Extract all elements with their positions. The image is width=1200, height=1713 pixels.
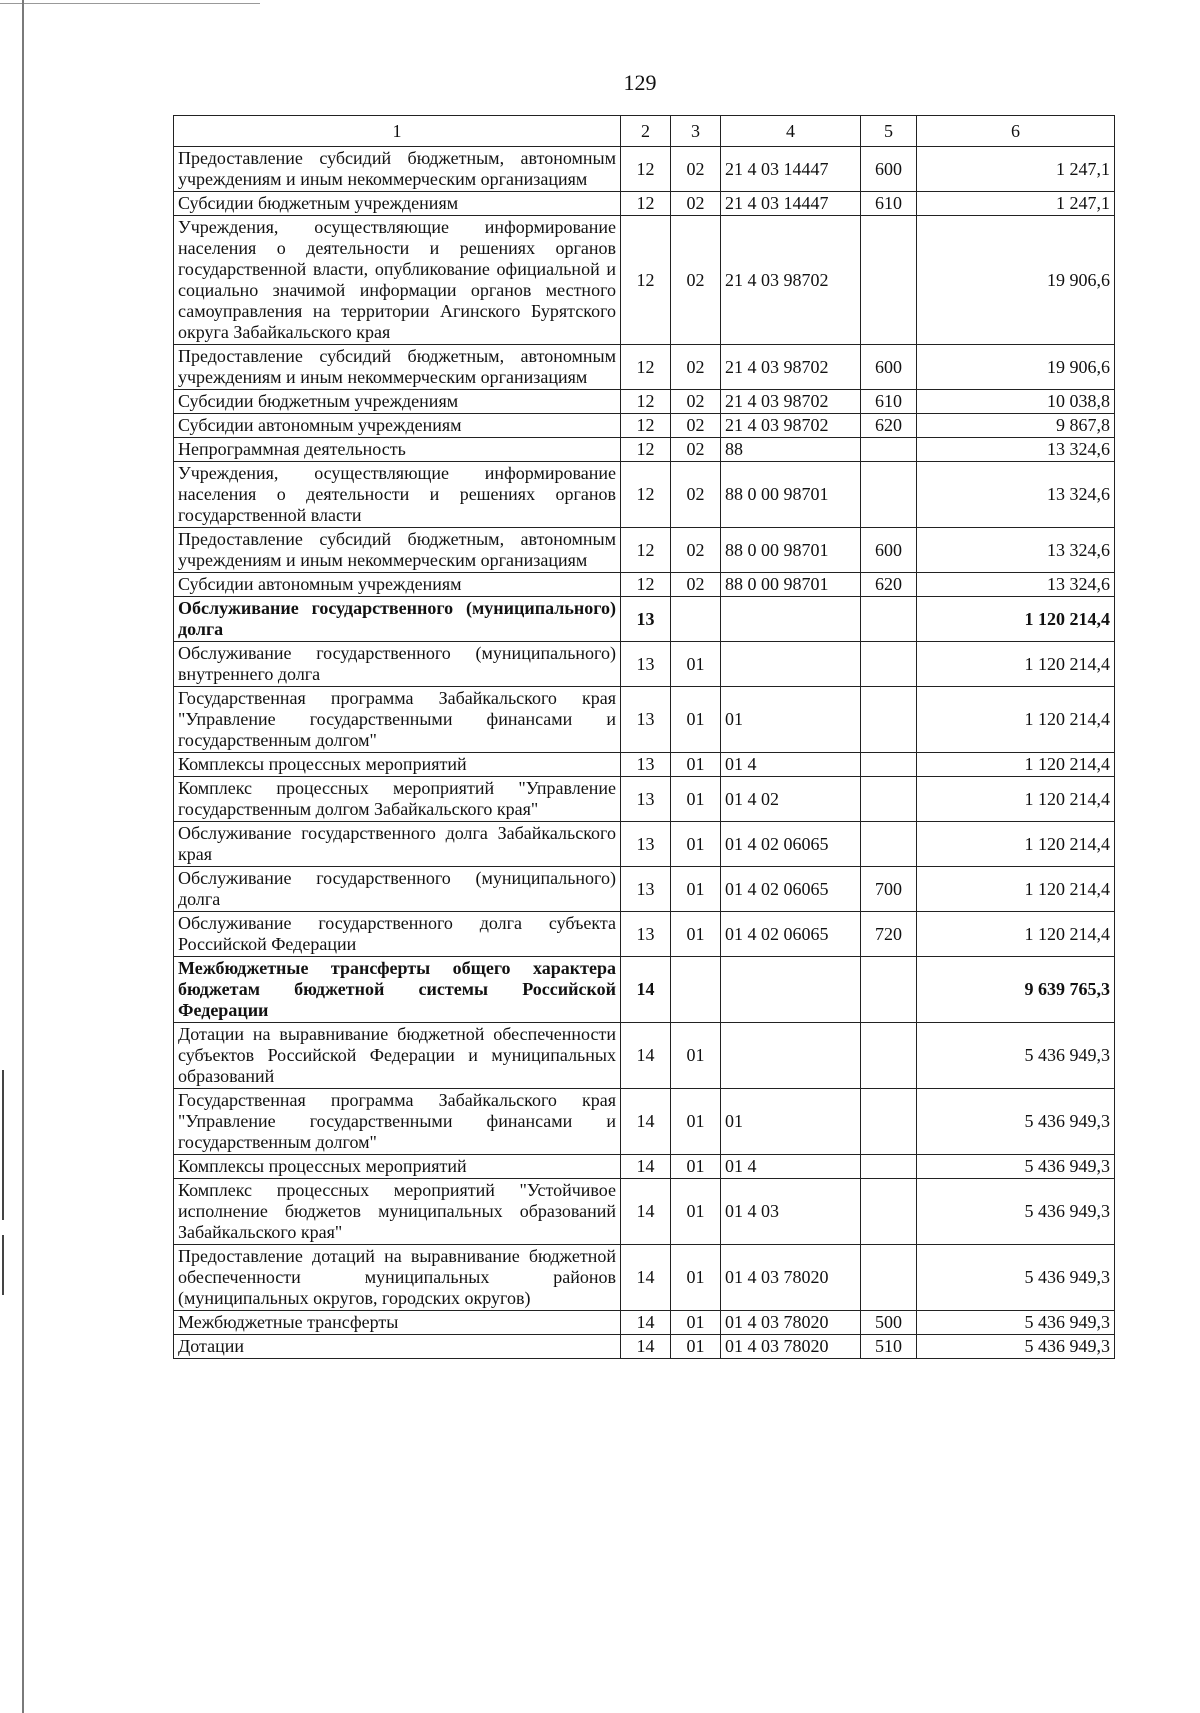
- row-expense-type-cell: [861, 1155, 917, 1179]
- table-row: [174, 216, 1115, 345]
- row-expense-type-cell: 620: [861, 573, 917, 597]
- scan-artifact-top: [0, 3, 260, 4]
- table-row: [174, 1155, 1115, 1179]
- row-expense-type-cell: [861, 822, 917, 867]
- row-subsection-cell: 02: [671, 216, 721, 345]
- row-target-code-cell: [721, 1023, 861, 1089]
- row-expense-type-cell: 600: [861, 345, 917, 390]
- row-expense-type-cell: [861, 438, 917, 462]
- row-name-cell: Учреждения, осуществляющие информирование населения о деятельности и решениях органов государственной власти: [174, 462, 621, 528]
- row-name-cell: Комплекс процессных мероприятий "Устойчивое исполнение бюджетов муниципальных образований Забайкальского края": [174, 1179, 621, 1245]
- row-amount-cell: 1 120 214,4: [917, 597, 1115, 642]
- row-target-code-cell: 01 4 02 06065: [721, 822, 861, 867]
- row-name-cell: Дотации на выравнивание бюджетной обеспеченности субъектов Российской Федерации и муниципальных образований: [174, 1023, 621, 1089]
- row-subsection-cell: 02: [671, 345, 721, 390]
- row-name-cell: Межбюджетные трансферты: [174, 1311, 621, 1335]
- row-section-cell: 12: [621, 528, 671, 573]
- row-section-cell: 14: [621, 957, 671, 1023]
- budget-table: [173, 115, 1115, 1359]
- row-section-cell: 12: [621, 192, 671, 216]
- header-cell: 2: [621, 116, 671, 147]
- row-expense-type-cell: [861, 777, 917, 822]
- row-target-code-cell: 21 4 03 98702: [721, 345, 861, 390]
- row-section-cell: 13: [621, 642, 671, 687]
- header-cell: 6: [917, 116, 1115, 147]
- table-row: [174, 777, 1115, 822]
- row-subsection-cell: 01: [671, 1089, 721, 1155]
- table-row: [174, 147, 1115, 192]
- row-amount-cell: 9 867,8: [917, 414, 1115, 438]
- row-expense-type-cell: [861, 216, 917, 345]
- row-name-cell: Субсидии бюджетным учреждениям: [174, 390, 621, 414]
- table-row: [174, 1311, 1115, 1335]
- row-target-code-cell: 01 4 02 06065: [721, 912, 861, 957]
- row-target-code-cell: 01 4 02: [721, 777, 861, 822]
- row-amount-cell: 5 436 949,3: [917, 1335, 1115, 1359]
- row-amount-cell: 13 324,6: [917, 438, 1115, 462]
- row-subsection-cell: 02: [671, 462, 721, 528]
- row-target-code-cell: 01: [721, 687, 861, 753]
- row-target-code-cell: 88 0 00 98701: [721, 462, 861, 528]
- row-amount-cell: 5 436 949,3: [917, 1089, 1115, 1155]
- scan-artifact-mark: [2, 1235, 4, 1295]
- row-name-cell: Учреждения, осуществляющие информирование населения о деятельности и решениях органов государственной власти, опубликование официальной и социально значимой информации органов местного самоуправления на территории Агинского Бурятского округа Забайкальского края: [174, 216, 621, 345]
- row-subsection-cell: 01: [671, 1311, 721, 1335]
- row-amount-cell: 5 436 949,3: [917, 1311, 1115, 1335]
- row-name-cell: Обслуживание государственного (муниципального) внутреннего долга: [174, 642, 621, 687]
- row-target-code-cell: 01 4 03: [721, 1179, 861, 1245]
- table-row: [174, 192, 1115, 216]
- row-subsection-cell: 01: [671, 912, 721, 957]
- table-row: [174, 1245, 1115, 1311]
- row-section-cell: 14: [621, 1179, 671, 1245]
- row-name-cell: Субсидии бюджетным учреждениям: [174, 192, 621, 216]
- row-name-cell: Предоставление субсидий бюджетным, автономным учреждениям и иным некоммерческим организациям: [174, 528, 621, 573]
- row-expense-type-cell: 600: [861, 528, 917, 573]
- row-subsection-cell: 02: [671, 147, 721, 192]
- row-section-cell: 14: [621, 1245, 671, 1311]
- row-expense-type-cell: [861, 1089, 917, 1155]
- row-amount-cell: 1 120 214,4: [917, 687, 1115, 753]
- row-target-code-cell: 01 4: [721, 753, 861, 777]
- row-subsection-cell: 02: [671, 414, 721, 438]
- row-name-cell: Обслуживание государственного (муниципального) долга: [174, 867, 621, 912]
- row-target-code-cell: 88 0 00 98701: [721, 528, 861, 573]
- row-section-cell: 13: [621, 822, 671, 867]
- row-subsection-cell: 02: [671, 573, 721, 597]
- table-row: [174, 753, 1115, 777]
- row-expense-type-cell: 620: [861, 414, 917, 438]
- row-subsection-cell: [671, 597, 721, 642]
- row-subsection-cell: 01: [671, 642, 721, 687]
- row-name-cell: Комплекс процессных мероприятий "Управление государственным долгом Забайкальского края": [174, 777, 621, 822]
- row-expense-type-cell: [861, 642, 917, 687]
- row-amount-cell: 1 120 214,4: [917, 912, 1115, 957]
- row-expense-type-cell: [861, 1179, 917, 1245]
- header-cell: 5: [861, 116, 917, 147]
- row-expense-type-cell: 610: [861, 192, 917, 216]
- table-row: [174, 414, 1115, 438]
- budget-table-body: [174, 116, 1115, 1359]
- page-number: 129: [623, 70, 657, 95]
- row-target-code-cell: 21 4 03 98702: [721, 390, 861, 414]
- table-row: [174, 390, 1115, 414]
- table-row: [174, 867, 1115, 912]
- row-section-cell: 12: [621, 147, 671, 192]
- row-expense-type-cell: [861, 753, 917, 777]
- table-row: [174, 822, 1115, 867]
- row-target-code-cell: 21 4 03 98702: [721, 414, 861, 438]
- row-expense-type-cell: [861, 462, 917, 528]
- row-amount-cell: 1 120 214,4: [917, 642, 1115, 687]
- table-row: [174, 528, 1115, 573]
- row-target-code-cell: 88 0 00 98701: [721, 573, 861, 597]
- row-name-cell: Государственная программа Забайкальского края "Управление государственными финансами и государственным долгом": [174, 1089, 621, 1155]
- row-target-code-cell: 01: [721, 1089, 861, 1155]
- row-subsection-cell: 01: [671, 753, 721, 777]
- row-expense-type-cell: 610: [861, 390, 917, 414]
- table-row: [174, 1179, 1115, 1245]
- row-target-code-cell: 01 4 02 06065: [721, 867, 861, 912]
- row-section-cell: 12: [621, 414, 671, 438]
- row-expense-type-cell: [861, 687, 917, 753]
- row-subsection-cell: 02: [671, 528, 721, 573]
- row-subsection-cell: 01: [671, 687, 721, 753]
- row-amount-cell: 5 436 949,3: [917, 1179, 1115, 1245]
- row-amount-cell: 5 436 949,3: [917, 1023, 1115, 1089]
- row-amount-cell: 1 120 214,4: [917, 753, 1115, 777]
- row-target-code-cell: 21 4 03 14447: [721, 147, 861, 192]
- row-section-cell: 14: [621, 1023, 671, 1089]
- row-name-cell: Государственная программа Забайкальского края "Управление государственными финансами и государственным долгом": [174, 687, 621, 753]
- header-cell: 4: [721, 116, 861, 147]
- table-row: [174, 1023, 1115, 1089]
- row-section-cell: 12: [621, 438, 671, 462]
- row-name-cell: Субсидии автономным учреждениям: [174, 414, 621, 438]
- row-amount-cell: 1 120 214,4: [917, 867, 1115, 912]
- row-amount-cell: 1 247,1: [917, 192, 1115, 216]
- row-amount-cell: 9 639 765,3: [917, 957, 1115, 1023]
- row-name-cell: Межбюджетные трансферты общего характера бюджетам бюджетной системы Российской Федерации: [174, 957, 621, 1023]
- table-row: [174, 687, 1115, 753]
- row-amount-cell: 5 436 949,3: [917, 1155, 1115, 1179]
- row-name-cell: Обслуживание государственного долга субъекта Российской Федерации: [174, 912, 621, 957]
- row-section-cell: 13: [621, 777, 671, 822]
- row-amount-cell: 19 906,6: [917, 345, 1115, 390]
- scan-artifact-mark: [2, 1070, 4, 1220]
- row-section-cell: 13: [621, 912, 671, 957]
- row-amount-cell: 10 038,8: [917, 390, 1115, 414]
- row-subsection-cell: 02: [671, 390, 721, 414]
- row-expense-type-cell: [861, 1245, 917, 1311]
- row-target-code-cell: [721, 957, 861, 1023]
- row-section-cell: 13: [621, 867, 671, 912]
- row-subsection-cell: [671, 957, 721, 1023]
- row-name-cell: Предоставление дотаций на выравнивание бюджетной обеспеченности муниципальных районов (муниципальных округов, городских округов): [174, 1245, 621, 1311]
- row-subsection-cell: 01: [671, 1335, 721, 1359]
- row-target-code-cell: [721, 642, 861, 687]
- row-target-code-cell: 88: [721, 438, 861, 462]
- row-subsection-cell: 01: [671, 1155, 721, 1179]
- row-subsection-cell: 01: [671, 1245, 721, 1311]
- row-name-cell: Обслуживание государственного (муниципального) долга: [174, 597, 621, 642]
- row-target-code-cell: 21 4 03 14447: [721, 192, 861, 216]
- table-row: [174, 597, 1115, 642]
- row-section-cell: 14: [621, 1089, 671, 1155]
- row-target-code-cell: [721, 597, 861, 642]
- row-section-cell: 12: [621, 390, 671, 414]
- row-name-cell: Комплексы процессных мероприятий: [174, 1155, 621, 1179]
- row-section-cell: 12: [621, 462, 671, 528]
- header-cell: 3: [671, 116, 721, 147]
- row-target-code-cell: 01 4 03 78020: [721, 1335, 861, 1359]
- table-header-row: [174, 116, 1115, 147]
- row-name-cell: Субсидии автономным учреждениям: [174, 573, 621, 597]
- row-target-code-cell: 01 4 03 78020: [721, 1245, 861, 1311]
- row-subsection-cell: 01: [671, 867, 721, 912]
- header-cell: 1: [174, 116, 621, 147]
- table-row: [174, 438, 1115, 462]
- row-expense-type-cell: [861, 1023, 917, 1089]
- row-section-cell: 13: [621, 687, 671, 753]
- table-row: [174, 912, 1115, 957]
- row-target-code-cell: 01 4: [721, 1155, 861, 1179]
- row-amount-cell: 13 324,6: [917, 462, 1115, 528]
- row-target-code-cell: 21 4 03 98702: [721, 216, 861, 345]
- row-amount-cell: 5 436 949,3: [917, 1245, 1115, 1311]
- row-amount-cell: 1 120 214,4: [917, 822, 1115, 867]
- row-amount-cell: 1 120 214,4: [917, 777, 1115, 822]
- row-name-cell: Предоставление субсидий бюджетным, автономным учреждениям и иным некоммерческим организациям: [174, 147, 621, 192]
- table-row: [174, 642, 1115, 687]
- row-subsection-cell: 01: [671, 1179, 721, 1245]
- row-name-cell: Непрограммная деятельность: [174, 438, 621, 462]
- row-section-cell: 14: [621, 1155, 671, 1179]
- row-name-cell: Комплексы процессных мероприятий: [174, 753, 621, 777]
- table-row: [174, 573, 1115, 597]
- row-subsection-cell: 01: [671, 1023, 721, 1089]
- row-expense-type-cell: [861, 597, 917, 642]
- row-subsection-cell: 02: [671, 192, 721, 216]
- row-target-code-cell: 01 4 03 78020: [721, 1311, 861, 1335]
- row-expense-type-cell: [861, 957, 917, 1023]
- table-row: [174, 1089, 1115, 1155]
- row-section-cell: 14: [621, 1335, 671, 1359]
- row-section-cell: 12: [621, 345, 671, 390]
- row-expense-type-cell: 720: [861, 912, 917, 957]
- row-name-cell: Дотации: [174, 1335, 621, 1359]
- table-row: [174, 345, 1115, 390]
- row-name-cell: Предоставление субсидий бюджетным, автономным учреждениям и иным некоммерческим организациям: [174, 345, 621, 390]
- row-section-cell: 13: [621, 753, 671, 777]
- row-expense-type-cell: 700: [861, 867, 917, 912]
- row-section-cell: 12: [621, 573, 671, 597]
- row-subsection-cell: 01: [671, 822, 721, 867]
- table-row: [174, 462, 1115, 528]
- row-amount-cell: 13 324,6: [917, 573, 1115, 597]
- scan-artifact-left-edge: [22, 0, 24, 1713]
- row-subsection-cell: 02: [671, 438, 721, 462]
- row-expense-type-cell: 510: [861, 1335, 917, 1359]
- table-row: [174, 1335, 1115, 1359]
- row-amount-cell: 1 247,1: [917, 147, 1115, 192]
- row-amount-cell: 13 324,6: [917, 528, 1115, 573]
- row-name-cell: Обслуживание государственного долга Забайкальского края: [174, 822, 621, 867]
- row-section-cell: 14: [621, 1311, 671, 1335]
- table-row: [174, 957, 1115, 1023]
- row-expense-type-cell: 600: [861, 147, 917, 192]
- row-expense-type-cell: 500: [861, 1311, 917, 1335]
- row-subsection-cell: 01: [671, 777, 721, 822]
- row-section-cell: 12: [621, 216, 671, 345]
- row-section-cell: 13: [621, 597, 671, 642]
- row-amount-cell: 19 906,6: [917, 216, 1115, 345]
